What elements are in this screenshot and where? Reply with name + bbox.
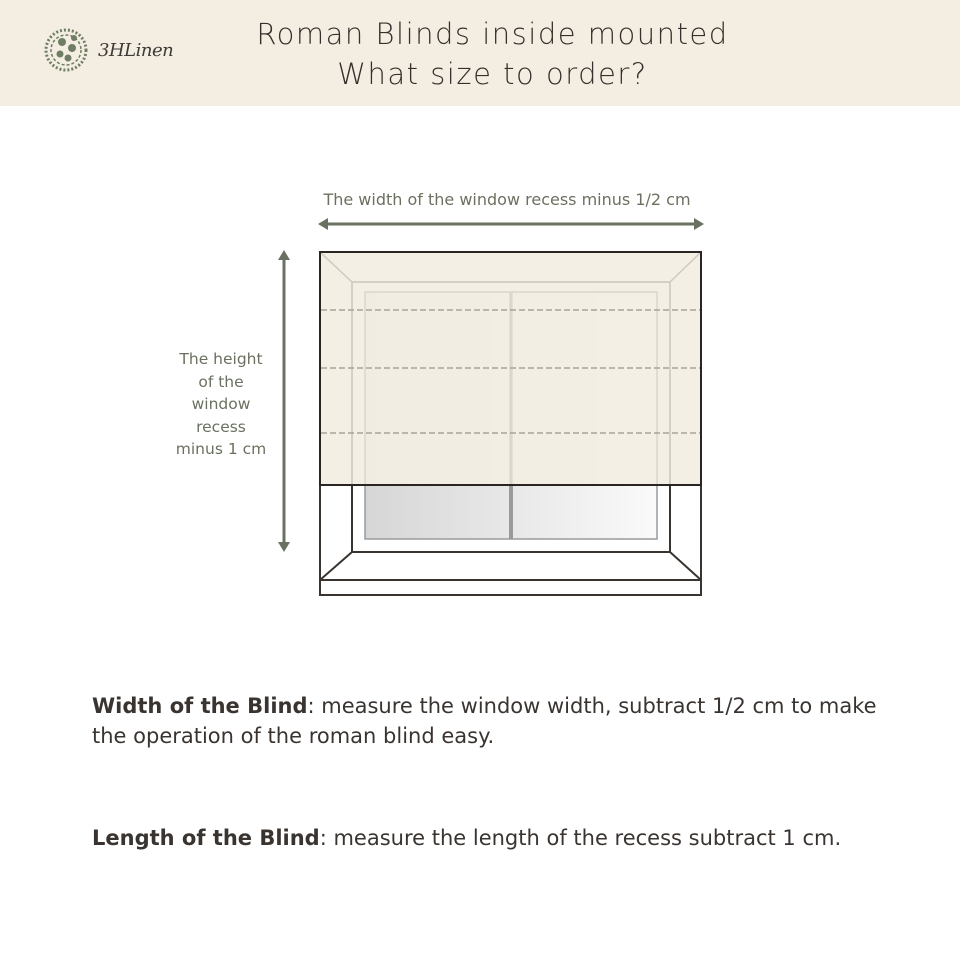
title-line-2: What size to order? [337, 57, 648, 91]
width-instruction [92, 691, 882, 751]
length-text: : measure the length of the recess subtract 1 cm. [319, 826, 842, 850]
length-term: Length of the Blind [92, 826, 320, 850]
height-label-line: of the [198, 372, 244, 391]
height-label-line: window [191, 395, 251, 413]
title-line-1: Roman Blinds inside mounted [256, 17, 729, 51]
roman-blind [320, 252, 701, 485]
width-arrow-icon [318, 218, 704, 230]
width-term: Width of the Blind [92, 694, 308, 718]
width-label: The width of the window recess minus 1/2 cm [323, 190, 691, 209]
height-label-line: recess [196, 417, 246, 436]
length-instruction [92, 823, 882, 853]
height-arrow-icon [278, 250, 290, 552]
brand-name: 3HLinen [98, 40, 174, 61]
height-label-line: The height [179, 350, 263, 368]
width-text: : measure the window width, subtract 1/2 cm to make the operation of the roman blind easy. [92, 694, 877, 748]
height-label-line: minus 1 cm [175, 440, 267, 458]
